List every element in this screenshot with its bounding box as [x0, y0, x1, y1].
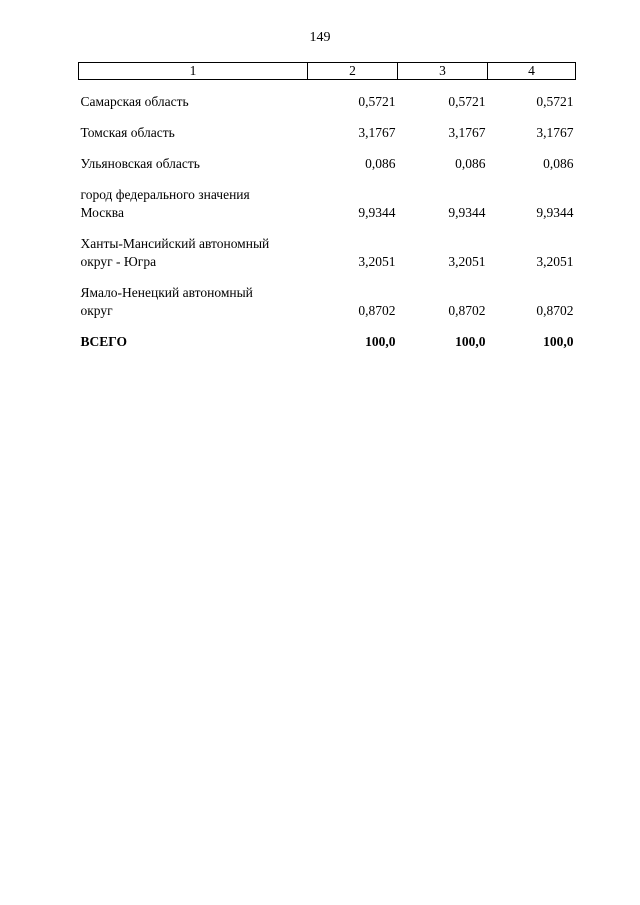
page-number: 149 [309, 30, 331, 45]
region-name-cell [79, 124, 308, 142]
value-cell-col2: 0,8702 [358, 303, 396, 318]
spacer-cell [79, 271, 308, 284]
value-cell-col3: 9,9344 [448, 205, 486, 220]
spacer-cell [79, 222, 308, 235]
spacer-cell [398, 111, 488, 124]
value-cell-col4: 3,2051 [536, 254, 574, 269]
spacer-cell [488, 271, 576, 284]
row-spacer [79, 173, 576, 186]
column-header-3: 3 [398, 63, 488, 80]
spacer-cell [398, 173, 488, 186]
value-cell-col2: 0,086 [365, 156, 396, 171]
spacer-cell [79, 80, 308, 94]
region-name-line: Москва [80, 205, 124, 220]
value-cell-col4: 0,5721 [536, 94, 574, 109]
region-name-line: округ - Югра [80, 254, 157, 269]
spacer-cell [488, 80, 576, 94]
total-row [79, 333, 576, 351]
row-spacer [79, 320, 576, 333]
spacer-cell [398, 320, 488, 333]
spacer-cell [488, 142, 576, 155]
region-name-cell [79, 235, 308, 271]
value-cell-col3: 3,2051 [448, 254, 486, 269]
region-name-line: Ханты-Мансийский автономный [80, 236, 270, 251]
spacer-cell [308, 271, 398, 284]
spacer-cell [398, 142, 488, 155]
region-name-line: Томская область [80, 125, 175, 140]
spacer-cell [398, 80, 488, 94]
table-header [79, 63, 576, 80]
table-row [79, 124, 576, 142]
value-cell-col4: 0,8702 [536, 303, 574, 318]
value-cell-col2: 0,5721 [358, 94, 396, 109]
spacer-cell [79, 142, 308, 155]
spacer-cell [308, 142, 398, 155]
table-row [79, 284, 576, 320]
total-value-col3: 100,0 [455, 334, 486, 349]
row-spacer [79, 222, 576, 235]
spacer-cell [308, 320, 398, 333]
spacer-cell [308, 80, 398, 94]
row-spacer [79, 111, 576, 124]
header-row [79, 63, 576, 80]
value-cell-col3: 0,5721 [448, 94, 486, 109]
region-name-line: Самарская область [80, 94, 189, 109]
value-cell-col2: 3,2051 [358, 254, 396, 269]
spacer-cell [488, 111, 576, 124]
table-row [79, 93, 576, 111]
spacer-cell [398, 222, 488, 235]
region-name-line: Ямало-Ненецкий автономный [80, 285, 253, 300]
spacer-cell [79, 111, 308, 124]
column-header-1: 1 [79, 63, 308, 80]
region-name-cell [79, 186, 308, 222]
value-cell-col4: 3,1767 [536, 125, 574, 140]
table-body [79, 80, 576, 352]
spacer-cell [308, 173, 398, 186]
spacer-cell [308, 222, 398, 235]
value-cell-col4: 9,9344 [536, 205, 574, 220]
value-cell-col4: 0,086 [543, 156, 574, 171]
total-label: ВСЕГО [80, 334, 128, 349]
spacer-cell [488, 320, 576, 333]
value-cell-col3: 0,8702 [448, 303, 486, 318]
region-name-line: Ульяновская область [80, 156, 200, 171]
region-name-line: город федерального значения [80, 187, 250, 202]
value-cell-col2: 9,9344 [358, 205, 396, 220]
column-header-2: 2 [308, 63, 398, 80]
spacer-cell [488, 222, 576, 235]
column-header-4: 4 [488, 63, 576, 80]
table-row [79, 235, 576, 271]
region-name-line: округ [80, 303, 113, 318]
spacer-cell [398, 271, 488, 284]
spacer-cell [308, 111, 398, 124]
total-value-col2: 100,0 [365, 334, 396, 349]
value-cell-col2: 3,1767 [358, 125, 396, 140]
spacer-cell [488, 173, 576, 186]
total-value-col4: 100,0 [543, 334, 574, 349]
row-spacer [79, 271, 576, 284]
value-cell-col3: 3,1767 [448, 125, 486, 140]
table-row [79, 155, 576, 173]
value-cell-col3: 0,086 [455, 156, 486, 171]
distribution-table [78, 62, 576, 351]
region-name-cell [79, 155, 308, 173]
spacer-cell [79, 173, 308, 186]
table-row [79, 186, 576, 222]
spacer-cell [79, 320, 308, 333]
region-name-cell [79, 93, 308, 111]
row-spacer [79, 80, 576, 94]
row-spacer [79, 142, 576, 155]
region-name-cell [79, 284, 308, 320]
